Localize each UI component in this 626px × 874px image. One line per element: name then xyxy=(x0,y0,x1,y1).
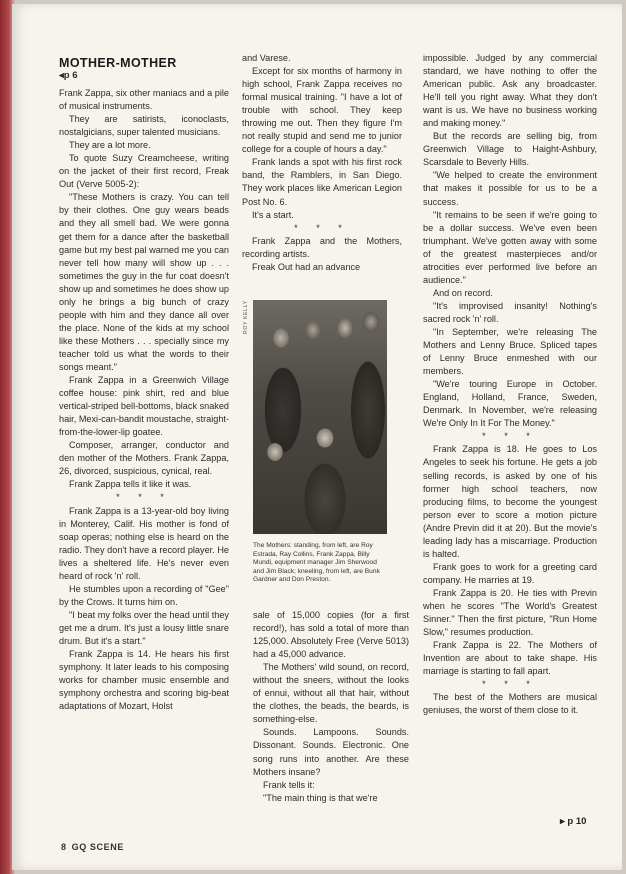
article-title: MOTHER-MOTHER xyxy=(59,56,177,70)
paragraph: "We helped to create the environment that makes it possible for us to be a success. xyxy=(423,170,597,207)
paragraph: And on record. xyxy=(433,287,493,298)
paragraph: The best of the Mothers are musical geniuses, the worst of them close to it. xyxy=(423,692,597,716)
paragraph: Frank Zappa and the Mothers, recording artists. xyxy=(242,235,402,259)
paragraph: But the records are selling big, from Greenwich Village to Haight-Ashbury, Scarsdale to Beverly Hills. xyxy=(423,131,597,168)
paragraph: "In September, we're releasing The Mothers and Lenny Bruce. Spliced tapes of Lenny Bruce enmeshed with our members. xyxy=(423,326,597,377)
magazine-name: GQ SCENE xyxy=(71,842,124,852)
paragraph: "The main thing is that we're xyxy=(263,792,378,803)
continued-from: ◂p 6 xyxy=(59,70,78,81)
article-column-2 xyxy=(242,52,402,274)
paragraph: Frank lands a spot with his first rock band, the Ramblers, in San Diego. They work places like American Legion Post No. 6. xyxy=(242,157,402,207)
section-divider: * * * xyxy=(116,492,172,503)
photo-caption: The Mothers: standing, from left, are Roy Estrada, Ray Collins, Frank Zappa, Billy Mundi, equipment manager Jim Sherwood and Jim Black; kneeling, from left, are Bunk Gardner and Don Preston. xyxy=(253,542,380,584)
paragraph: They are a lot more. xyxy=(69,140,151,151)
article-column-1 xyxy=(59,56,229,713)
photo-credit: ROY KELLY xyxy=(243,300,249,334)
paragraph: Except for six months of harmony in high school, Frank Zappa receives no formal musical training. "I have a lot of trouble with school. They keep throwing me out. Then they figure I'm not really stupid and send me to junior college for a couple of hours a day." xyxy=(242,66,402,155)
page-number: 8 xyxy=(61,842,67,852)
paragraph: Frank goes to work for a greeting card company. He marries at 19. xyxy=(423,561,597,585)
paragraph: "I beat my folks over the head until they get me a drum. It's just a lousy little snare drum. But it's a start." xyxy=(59,609,229,646)
continued-to: ▸ p 10 xyxy=(560,816,587,827)
paragraph: impossible. Judged by any commercial standard, we have nothing to offer the American public. Ask any broadcaster. He'll tell you right away. What they don't want is us. We have no business working and making money." xyxy=(423,53,597,129)
paragraph: Composer, arranger, conductor and den mother of the Mothers. Frank Zappa, 26, divorced, suspicious, cynical, real. xyxy=(59,440,229,477)
paragraph: The Mothers' wild sound, on record, without the sneers, without the looks of ennui, without all that hair, without the clothes, the beads, the beards, is something-else. xyxy=(253,662,409,725)
paragraph: It's a start. xyxy=(252,209,294,220)
paragraph: Frank Zappa is 20. He ties with Previn when he scores "The World's Greatest Sinner." Then the first picture, "Run Home Slow," resumes production. xyxy=(423,587,597,638)
paragraph: sale of 15,000 copies (for a first record!), has sold a total of more than 125,000. Absolutely Free (Verve 5013) had a 45,000 advance. xyxy=(253,610,409,660)
paragraph: Frank Zappa is 18. He goes to Los Angeles to seek his fortune. He gets a job selling records, is asked by one of his former high school teachers, now producing films, to become the youngest person ever to score a motion picture (Andre Previn did it at 20). But the movie's leading lady has a miscarriage. Production is halted. xyxy=(423,444,597,559)
paragraph: Frank Zappa, six other maniacs and a pile of musical instruments. xyxy=(59,88,229,112)
section-divider: * * * xyxy=(482,679,538,690)
paragraph: Frank Zappa is 14. He hears his first symphony. It later leads to his composing works for chamber music ensemble and symphony orchestra and scoring big-beat adaptations of Mozart, Holst xyxy=(59,649,229,712)
article-column-3 xyxy=(423,52,597,717)
paragraph: Frank Zappa in a Greenwich Village coffee house: pink shirt, red and blue vertical-striped bell-bottoms, black snaked hair, Mexi-can-bandit moustache, straight-from-the-lower-lip goatee. xyxy=(59,375,229,438)
section-divider: * * * xyxy=(482,431,538,442)
paragraph: "We're touring Europe in October. England, Holland, France, Sweden, Denmark. In November, we're releasing We're Only In It For The Money." xyxy=(423,379,597,429)
paragraph: Frank tells it: xyxy=(263,779,315,790)
paragraph: To quote Suzy Creamcheese, writing on the jacket of their first record, Freak Out (Verve 5005-2): xyxy=(59,153,229,190)
paragraph: "It's improvised insanity! Nothing's sacred rock 'n' roll. xyxy=(423,300,597,324)
paragraph: "These Mothers is crazy. You can tell by their clothes. One guy wears beads and they all smell bad. We were gonna get them for a dance after the basketball game but my best pal warned me you can never tell how many will show up . . . sometimes the guy in the fur coat doesn't show up and sometimes he does show up only he brings a big bunch of crazy people with him and they dance all over the place. None of the kids at my school like these Mothers . . . specially since my teacher told us what the words to their songs meant." xyxy=(59,192,229,372)
paragraph: Frank Zappa is 22. The Mothers of Invention are about to take shape. His marriage is starting to fall apart. xyxy=(423,640,597,677)
article-column-2-continued xyxy=(253,609,409,805)
band-photo xyxy=(253,300,387,534)
paragraph: Freak Out had an advance xyxy=(252,261,361,272)
paragraph: and Varese. xyxy=(242,53,291,63)
paragraph: "It remains to be seen if we're going to be a dollar success. We've even been triumphant. We've gotten away with some of the greatest masterpieces and/or atrocities ever performed live before an audience." xyxy=(423,209,597,285)
paragraph: They are satirists, iconoclasts, nostalgicians, super talented musicians. xyxy=(59,114,229,138)
page-folio xyxy=(61,842,124,852)
magazine-page xyxy=(12,4,622,870)
paragraph: He stumbles upon a recording of "Gee" by the Crows. It turns him on. xyxy=(59,583,229,607)
paragraph: Frank Zappa is a 13-year-old boy living in Monterey, Calif. His mother is fond of soap operas; nothing else is heard on the radio. They don't have a record player. He lives a sheltered life. He's never even heard of rock 'n' roll. xyxy=(59,505,229,581)
paragraph: Sounds. Lampoons. Sounds. Dissonant. Sounds. Electronic. One song runs into another. Are these Mothers insane? xyxy=(253,727,409,777)
paragraph: Frank Zappa tells it like it was. xyxy=(69,479,192,490)
section-divider: * * * xyxy=(294,222,350,233)
